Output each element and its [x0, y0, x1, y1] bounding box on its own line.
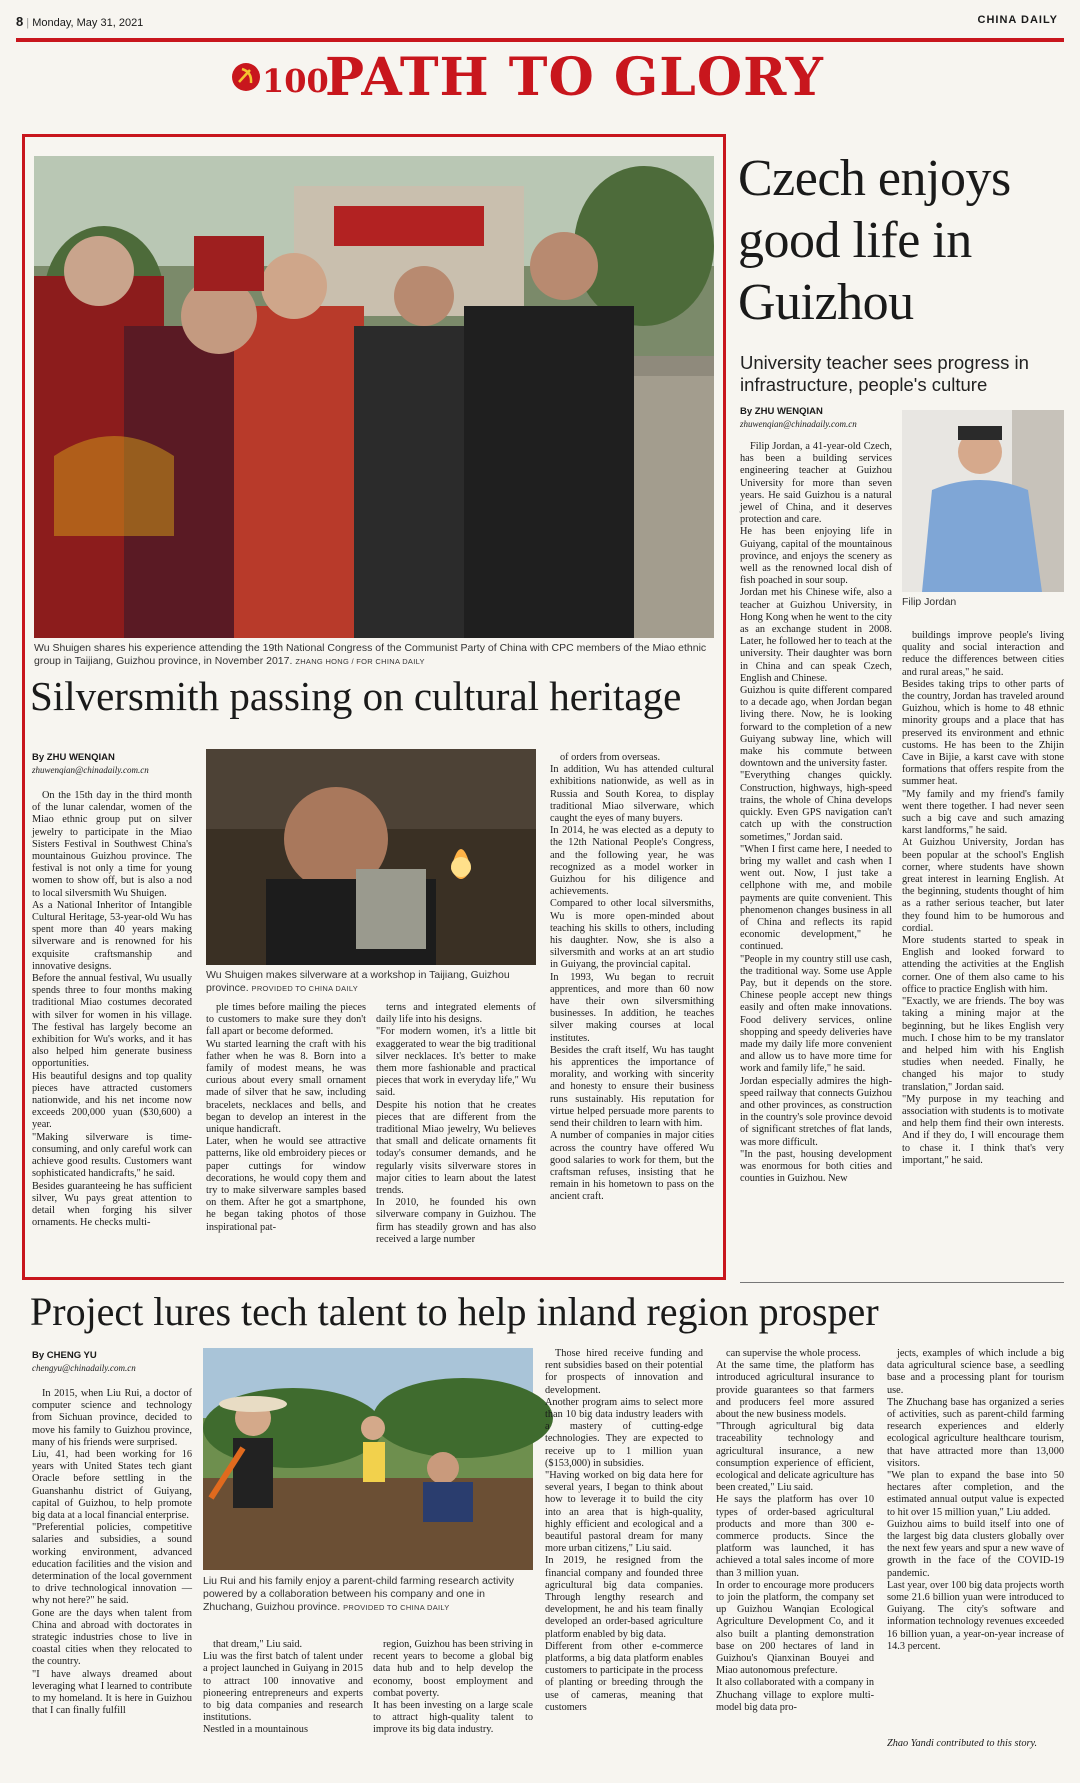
paragraph: region, Guizhou has been striving in recent years to become a global big data hub and to help develop the economy, boost employment and combat poverty. It has been investing on a large scale to attract high-quality talent to improve its big data industry.	[373, 1639, 533, 1736]
article-column	[373, 1639, 533, 1773]
section-title: PATH TO GLORY	[325, 47, 824, 108]
article-column	[550, 752, 714, 1272]
paragraph: can supervise the whole process. At the same time, the platform has introduced agricultural insurance to provide guarantees so that farmers and producers feel more assured about the new business models. "Through agricultural big data traceability technology and agricultural insurance, a new consumption experience of efficient, ecological and delicate agriculture has been created," Liu said. He says the platform has over 10 types of order-based agricultural products and more than 300 e-commerce products. Since the platform was launched, it has achieved a total sales income of more than 3 million yuan. In order to encourage more producers to join the platform, the company set up Guizhou Wanqian Ecological Agriculture Development Co, and it also built a planting demonstration base on 200 hectares of land in Guizhou's Qianxinan Bouyei and Miao autonomous prefecture. It also collaborated with a company in Zhuchang village to explore multi-model big data pro-	[716, 1348, 874, 1713]
section-divider	[740, 1282, 1064, 1283]
photo3-credit: PROVIDED TO CHINA DAILY	[343, 1603, 450, 1612]
paragraph: Those hired receive funding and rent subsidies based on their potential for prospects of innovation and development. Another program aims to select more than 10 big data industry leaders with a mastery of cutting-edge technologies. They are expected to receive up to 1 million yuan ($153,000) in subsidies. "Having worked on big data here for several years, I began to think about how to leverage it to build the city into an area that is high-quality, highly efficient and ecological and a beautiful pastoral dream for many more urban citizens," Liu said. In 2019, he resigned from the financial company and founded three agricultural big data companies. Through lengthy research and development, he and his team finally developed an order-based agriculture platform enabled by big data. Different from other e-commerce platforms, a big data platform enables customers to participate in the process of planting or breeding through the use of cameras, meaning that customers	[545, 1348, 703, 1713]
byline: By ZHU WENQIAN	[32, 752, 115, 763]
caption2-text: Wu Shuigen makes silverware at a workshop in Taijiang, Guizhou province.	[206, 969, 510, 994]
photo-credit: ZHANG HONG / FOR CHINA DAILY	[295, 657, 425, 666]
caption3-text: Liu Rui and his family enjoy a parent-child farming research activity powered by a collaboration between his company and one in Zhuchang, Guizhou province.	[203, 1575, 515, 1613]
article-column	[32, 1388, 192, 1773]
paragraph: of orders from overseas. In addition, Wu has attended cultural exhibitions nationwide, as well as in Russia and South Korea, to display traditional Miao silverware, which caught the eyes of many buyers. In 2014, he was elected as a deputy to the 12th National People's Congress, and the following year, he was recognized as a model worker in Guizhou for his diligence and achievements. Compared to other local silversmiths, Wu is more open-minded about teaching his skills to others, including his daughter. Now, she is also a silversmith and works at an art studio in Guiyang, the provincial capital. In 1993, Wu began to recruit apprentices, and more than 60 now have their own silversmithing businesses. In addition, he teaches silver making courses at local institutes. Besides the craft itself, Wu has taught his apprentices the importance of morality, and working with sincerity and honesty to ensure their business runs sustainably. His reputation for virtue helped persuade more parents to send their children to learn with him. A number of companies in major cities across the country have offered Wu good salaries to work for them, but the craftsman refuses, insisting that he remain in his hometown to pass on the ancient craft.	[550, 752, 714, 1203]
tech-byline: By CHENG YU	[32, 1350, 97, 1361]
czech-headline: Czech enjoys good life in Guizhou	[738, 150, 1011, 331]
portrait-caption: Filip Jordan	[902, 596, 957, 608]
photo2-caption	[206, 969, 536, 995]
paragraph: buildings improve people's living quality and social interaction and reduce the differences between cities and rural areas," he said. Besides taking trips to other parts of the country, Jordan has traveled around Guizhou, which is home to 48 ethnic minority groups and a place that has preserved its environment and ethnic customs. He has been to the Zhijin Cave in Bijie, a karst cave with stone formations that offers respite from the summer heat. "My family and my friend's family went there together. I had never seen such a big cave and such amazing karst landforms," he said. At Guizhou University, Jordan has been popular at the school's English corner, where students have shown great interest in learning English. At the beginning, students thought of him as a rather serious teacher, but later they found him to be humorous and cordial. More students started to speak in English and looked forward to attending the activities at the English corner. One of them also came to his office to practice English with him. "Exactly, we are friends. The boy was taking a mining major at the beginning, but he likes English very much. I chose him to be my translator and helped him with his English studies when needed. Finally, he changed his major to study translation," Jordan said. "My purpose in my teaching and association with students is to motivate and help them find their own interests. And if they do, I will encourage them to chase it. I think that's very important," he said.	[902, 630, 1064, 1166]
story-headline: Silversmith passing on cultural heritage	[30, 673, 682, 719]
article-column	[206, 1002, 366, 1270]
section-masthead	[230, 48, 930, 108]
logo-number: 100	[262, 62, 329, 100]
issue-date: Monday, May 31, 2021	[32, 17, 144, 29]
top-bar: 8 | Monday, May 31, 2021 CHINA DAILY	[16, 14, 1058, 29]
article-column	[545, 1348, 703, 1773]
paragraph: On the 15th day in the third month of the lunar calendar, women of the Miao ethnic group put on silver jewelry to participate in the Miao Sisters Festival in Southwest China's mountainous Guizhou province. The festival is not only a time for young women to show off, but is also a nod to local silversmith Wu Shuigen. As a National Inheritor of Intangible Cultural Heritage, 53-year-old Wu has spent more than 40 years making silverware and is renowned for his exquisite craftsmanship and innovative designs. Before the annual festival, Wu usually spends three to four months making traditional Miao costumes decorated with silver for women in his village. The festival has largely become an exhibition for Wu's works, and it has also helped him generate business opportunities. His beautiful designs and top quality pieces have attracted customers nationwide, and his net income now exceeds 200,000 yuan ($30,600) a year. "Making silverware is time-consuming, and only careful work can achieve good results. Customers want sophisticated handicrafts," he said. Besides guaranteeing he has sufficient silver, Wu pays great attention to detail when forging his silver ornaments. He checks multi-	[32, 790, 192, 1229]
author-email: zhuwenqian@chinadaily.com.cn	[32, 765, 149, 775]
paragraph: In 2015, when Liu Rui, a doctor of computer science and technology from Sichuan province, decided to move his family to Guizhou province, many of his friends were surprised. Liu, 41, had been working for 16 years with United States tech giant Oracle before settling in the Guanshanhu district of Guiyang, capital of Guizhou, to help promote big data at a local financial enterprise. "Preferential policies, competitive salaries and subsidies, a sound working environment, advanced education facilities and the vision and determination of the local government to drive technological innovation — why not here?" he said. Gone are the days when talent from China and abroad with doctorates in strategic industries chose to live in coastal cities when they relocated to the country. "I have always dreamed about leveraging what I learned to contribute to my homeland. It is here in Guizhou that I can finally fulfill	[32, 1388, 192, 1717]
photo-caption	[34, 642, 714, 668]
top-red-rule	[16, 38, 1064, 42]
paper-name: CHINA DAILY	[977, 14, 1058, 26]
article-column	[376, 1002, 536, 1270]
czech-author-email: zhuwenqian@chinadaily.com.cn	[740, 419, 857, 429]
article-column	[887, 1348, 1064, 1733]
tech-headline: Project lures tech talent to help inland region prosper	[30, 1289, 879, 1334]
article-column	[716, 1348, 874, 1773]
contributor-note: Zhao Yandi contributed to this story.	[887, 1738, 1038, 1749]
paragraph: ple times before mailing the pieces to customers to make sure they don't fall apart or become deformed. Wu started learning the craft with his father when he was 8. Born into a family of modest means, he was curious about every small ornament made of silver that he saw, including bracelets, necklaces and bells, and began to develop an interest in the unique handicraft. Later, when he would see attractive patterns, like old embroidery pieces or paper cuttings for window decorations, he would copy them and try to make silverware samples based on them. After he got a smartphone, he began taking photos of those inspirational pat-	[206, 1002, 366, 1233]
article-column	[203, 1639, 363, 1773]
miao-group-photo	[34, 156, 714, 638]
farming-family-photo	[203, 1348, 533, 1570]
paragraph: jects, examples of which include a big data agricultural science base, a seedling base and a processing plant for tourism use. The Zhuchang base has organized a series of activities, such as parent-child farming research experiences and elderly ecological agriculture healthcare tourism, that have attracted more than 13,000 visitors. "We plan to expand the base into 50 hectares after completion, and the estimated annual output value is expected to hit over 15 million yuan," Liu added. Guizhou aims to build itself into one of the largest big data clusters globally over the next few years and spur a new wave of growth in the face of the COVID-19 pandemic. Last year, over 100 big data projects worth some 21.6 billion yuan were introduced to Guiyang. The city's software and information technology revenues exceeded 16 billion yuan, a year-on-year increase of 14.3 percent.	[887, 1348, 1064, 1652]
article-column	[902, 630, 1064, 1272]
party-100-logo	[230, 52, 329, 102]
czech-deck: University teacher sees progress in infrastructure, people's culture	[740, 352, 1029, 395]
article-column	[32, 790, 192, 1270]
article-column	[740, 441, 892, 1273]
photo2-credit: PROVIDED TO CHINA DAILY	[251, 984, 359, 993]
page-number: 8	[16, 14, 24, 29]
czech-byline: By ZHU WENQIAN	[740, 406, 823, 417]
silversmith-workshop-photo	[206, 749, 536, 965]
paragraph: terns and integrated elements of daily life into his designs. "For modern women, it's a little bit exaggerated to wear the big traditional silver necklaces. It's better to make them more fashionable and practical pieces that work in everyday life," Wu said. Despite his notion that he creates pieces that are different from the traditional Miao jewelry, Wu believes that small and delicate ornaments fit today's consumer demands, and he regularly visits silverware stores in major cities to learn about the latest trends. In 2010, he founded his own silverware company in Guizhou. The firm has steadily grown and has also received a large number	[376, 1002, 536, 1245]
caption-text: Wu Shuigen shares his experience attending the 19th National Congress of the Communist Party of China with CPC members of the Miao ethnic group in Taijiang, Guizhou province, in November 2017.	[34, 642, 707, 667]
filip-jordan-portrait	[902, 410, 1064, 592]
tech-author-email: chengyu@chinadaily.com.cn	[32, 1363, 136, 1373]
photo3-caption	[203, 1575, 533, 1614]
paragraph: that dream," Liu said. Liu was the first batch of talent under a project launched in Guiyang in 2015 to attract 100 innovative and pioneering entrepreneurs and experts to big data companies and research institutions. Nestled in a mountainous	[203, 1639, 363, 1736]
paragraph: Filip Jordan, a 41-year-old Czech, has been a building services engineering teacher at Guizhou University for more than seven years. He said Guizhou is a natural jewel of China, and it deserves protection and care. He has been enjoying life in Guiyang, capital of the mountainous province, and enjoys the scenery as well as the renowned local dish of fish poached in sour soup. Jordan met his Chinese wife, also a teacher at Guizhou University, in Hong Kong when he went to the city as an exchange student in 2008. Later, he followed her to teach at the university. Their daughter was born in China and can speak Czech, English and Chinese. Guizhou is quite different compared to a decade ago, when Jordan began living there. Now, he is looking forward to the completion of a new Guiyang subway line, which will make his commute between downtown and the university faster. "Everything changes quickly. Construction, highways, high-speed trains, the whole of China develops quickly. Even GPS navigation can't catch up with the construction sometimes," Jordan said. "When I first came here, I needed to bring my wallet and cash when I went out. Now, I just take a cellphone with me, and mobile payments are quite convenient. This phenomenon changes business in all of China and reflects its rapid economic development," he continued. "People in my country still use cash, the traditional way. Some use Apple Pay, but it depends on the store. Chinese people accept new things easily and often make innovations. Food delivery services, online shopping and speedy deliveries have made my daily life more convenient and allow us to have more time for work and family life," he said. Jordan especially admires the high-speed railway that connects Guizhou and other provinces, as construction in the country's sole province devoid of significant stretches of flat lands, was more difficult. "In the past, housing development was enormous for both cities and counties in Guizhou. New	[740, 441, 892, 1185]
